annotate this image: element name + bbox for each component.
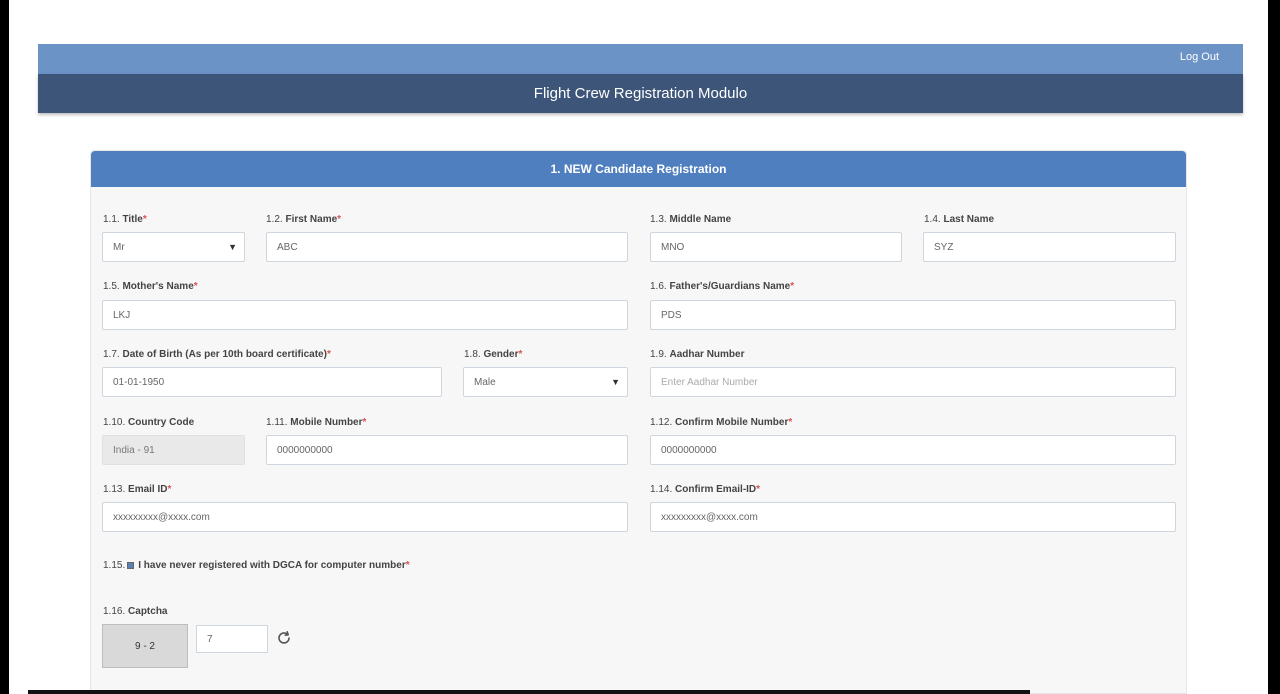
father-name-label: 1.6. Father's/Guardians Name*	[650, 281, 795, 292]
chevron-down-icon: ▼	[611, 377, 620, 387]
father-name-value: PDS	[661, 309, 682, 321]
module-title: Flight Crew Registration Modulo	[533, 85, 748, 102]
aadhar-input[interactable]	[650, 367, 1176, 397]
never-registered-checkbox[interactable]	[127, 562, 134, 569]
father-name-input[interactable]	[650, 300, 1176, 330]
title-label: 1.1. Title*	[103, 214, 147, 225]
middle-name-input[interactable]	[650, 232, 902, 262]
panel-title: 1. NEW Candidate Registration	[550, 162, 727, 176]
title-select[interactable]	[102, 232, 245, 262]
first-name-input[interactable]	[266, 232, 628, 262]
captcha-label: 1.16. Captcha	[103, 606, 168, 617]
screen-edge-right	[1268, 0, 1280, 694]
email-label: 1.13. Email ID*	[103, 484, 172, 495]
confirm-mobile-value: 0000000000	[661, 444, 717, 456]
dob-input[interactable]	[102, 367, 442, 397]
aadhar-label: 1.9. Aadhar Number	[650, 349, 745, 360]
gender-label: 1.8. Gender*	[464, 349, 523, 360]
mother-name-label: 1.5. Mother's Name*	[103, 281, 198, 292]
mobile-label: 1.11. Mobile Number*	[266, 417, 367, 428]
captcha-answer: 7	[207, 633, 213, 645]
mother-name-value: LKJ	[113, 309, 131, 321]
screen-edge-left	[0, 0, 9, 694]
middle-name-value: MNO	[661, 241, 685, 253]
top-nav-bar	[38, 44, 1243, 74]
panel-header	[91, 151, 1186, 187]
first-name-value: ABC	[277, 241, 298, 253]
screen-bottom-edge	[28, 690, 1030, 694]
confirm-email-label: 1.14. Confirm Email-ID*	[650, 484, 761, 495]
mother-name-input[interactable]	[102, 300, 628, 330]
captcha-challenge: 9 - 2	[134, 640, 155, 652]
last-name-value: SYZ	[934, 241, 954, 253]
confirm-mobile-label: 1.12. Confirm Mobile Number*	[650, 417, 793, 428]
chevron-down-icon: ▼	[228, 242, 237, 252]
captcha-image	[102, 624, 188, 668]
dob-value: 01-01-1950	[113, 376, 165, 388]
never-registered-row: 1.15. I have never registered with DGCA for computer number*	[103, 560, 410, 571]
confirm-email-value: xxxxxxxxx@xxxx.com	[661, 511, 758, 523]
confirm-mobile-input[interactable]	[650, 435, 1176, 465]
gender-select-value: Male	[474, 376, 496, 388]
mobile-input[interactable]	[266, 435, 628, 465]
country-code-label: 1.10. Country Code	[103, 417, 195, 428]
refresh-icon[interactable]	[276, 630, 292, 646]
title-select-value: Mr	[113, 241, 125, 253]
country-code-field	[102, 435, 245, 465]
last-name-input[interactable]	[923, 232, 1176, 262]
first-name-label: 1.2. First Name*	[266, 214, 342, 225]
logout-link[interactable]: Log Out	[1179, 51, 1219, 63]
dob-label: 1.7. Date of Birth (As per 10th board certificate)*	[103, 349, 331, 360]
captcha-input[interactable]	[196, 625, 268, 653]
middle-name-label: 1.3. Middle Name	[650, 214, 732, 225]
email-value: xxxxxxxxx@xxxx.com	[113, 511, 210, 523]
module-title-bar	[38, 74, 1243, 113]
country-code-value: India - 91	[113, 444, 155, 456]
aadhar-placeholder: Enter Aadhar Number	[661, 376, 758, 388]
confirm-email-input[interactable]	[650, 502, 1176, 532]
never-registered-label: I have never registered with DGCA for computer number	[138, 560, 406, 571]
gender-select[interactable]	[463, 367, 628, 397]
email-input[interactable]	[102, 502, 628, 532]
mobile-value: 0000000000	[277, 444, 333, 456]
last-name-label: 1.4. Last Name	[924, 214, 995, 225]
